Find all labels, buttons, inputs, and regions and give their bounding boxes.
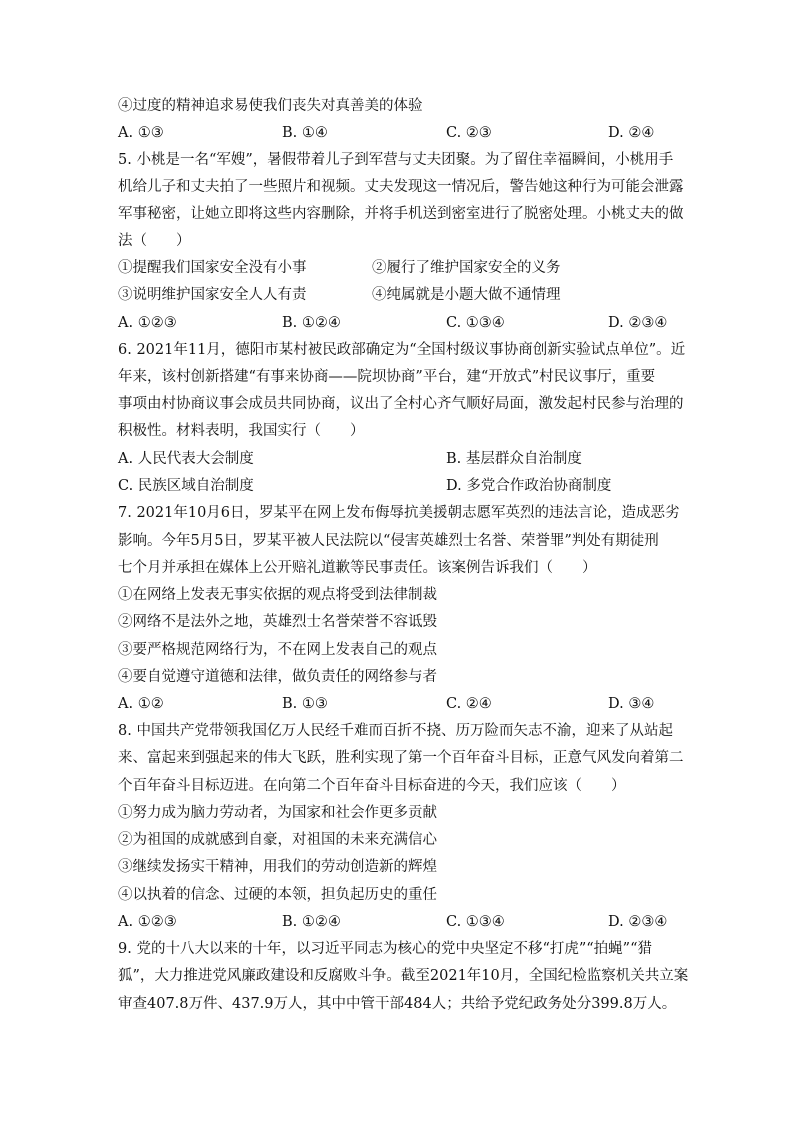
q5-statement-2: ②履行了维护国家安全的义务 [372,260,561,276]
q5-stem-line-2: 机给儿子和丈夫拍了一些照片和视频。丈夫发现这一情况后，警告她这种行为可能会泄露 [118,179,684,195]
q7-stem-line-1: 7. 2021年10月6日，罗某平在网上发布侮辱抗美援朝志愿军英烈的违法言论，造成恶劣 [118,505,680,521]
q7-option-d[interactable]: D. ③④ [608,696,655,712]
q8-stem-line-3: 个百年奋斗目标迈进。在向第二个百年奋斗目标奋进的今天，我们应该（ ） [118,778,626,794]
q6-option-a[interactable]: A. 人民代表大会制度 [118,451,254,467]
q4-option-d[interactable]: D. ②④ [608,125,655,141]
q7-option-a[interactable]: A. ①② [118,696,164,712]
q8-statement-4: ④以执着的信念、过硬的本领，担负起历史的重任 [118,887,437,903]
q5-statement-1: ①提醒我们国家安全没有小事 [118,260,307,276]
q5-statements-row-2 [118,285,678,307]
q7-option-c[interactable]: C. ②④ [446,696,492,712]
q7-statement-2: ②网络不是法外之地，英雄烈士名誉荣誉不容诋毁 [118,614,437,630]
q8-option-c[interactable]: C. ①③④ [446,914,505,930]
q6-stem-line-4: 积极性。材料表明，我国实行（ ） [118,423,365,439]
q5-statements-row-1 [118,258,678,280]
q5-option-b[interactable]: B. ①②④ [282,315,341,331]
q6-option-c[interactable]: C. 民族区域自治制度 [118,478,254,494]
q6-stem-line-1: 6. 2021年11月，德阳市某村被民政部确定为“全国村级议事协商创新实验试点单位”。近 [118,342,686,358]
q7-statement-3: ③要严格规范网络行为，不在网上发表自己的观点 [118,642,437,658]
q7-statement-1: ①在网络上发表无事实依据的观点将受到法律制裁 [118,587,437,603]
q5-option-d[interactable]: D. ②③④ [608,315,668,331]
q6-option-d[interactable]: D. 多党合作政治协商制度 [446,478,612,494]
q5-option-a[interactable]: A. ①②③ [118,315,177,331]
q5-statement-4: ④纯属就是小题大做不通情理 [372,287,561,303]
q6-stem-line-3: 事项由村协商议事会成员共同协商，议出了全村心齐气顺好局面，激发起村民参与治理的 [118,396,684,412]
q7-options [118,694,678,716]
q5-statement-3: ③说明维护国家安全人人有责 [118,287,307,303]
q5-stem-line-3: 军事秘密，让她立即将这些内容删除，并将手机送到密室进行了脱密处理。小桃丈夫的做 [118,206,684,222]
q7-stem-line-2: 影响。今年5月5日，罗某平被人民法院以“侵害英雄烈士名誉、荣誉罪”判处有期徒刑 [118,533,659,549]
q9-stem-line-3: 审查407.8万件、437.9万人，其中中管干部484人；共给予党纪政务处分399.8万人。 [118,996,677,1012]
q8-option-a[interactable]: A. ①②③ [118,914,177,930]
q6-option-b[interactable]: B. 基层群众自治制度 [446,451,582,467]
q4-option-a[interactable]: A. ①③ [118,125,164,141]
q8-stem-line-2: 来、富起来到强起来的伟大飞跃，胜利实现了第一个百年奋斗目标，正意气风发向着第二 [118,750,684,766]
q7-option-b[interactable]: B. ①③ [282,696,328,712]
q8-statement-3: ③继续发扬实干精神，用我们的劳动创造新的辉煌 [118,859,437,875]
q6-stem-line-2: 年来，该村创新搭建“有事来协商——院坝协商”平台，建“开放式”村民议事厅，重要 [118,369,656,385]
q4-statement-4: ④过度的精神追求易使我们丧失对真善美的体验 [118,98,423,114]
q4-option-c[interactable]: C. ②③ [446,125,492,141]
q5-stem-line-4: 法（ ） [118,233,191,249]
q8-option-d[interactable]: D. ②③④ [608,914,668,930]
q5-options [118,313,678,335]
q4-options [118,123,678,145]
q7-stem-line-3: 七个月并承担在媒体上公开赔礼道歉等民事责任。该案例告诉我们（ ） [118,560,597,576]
q7-statement-4: ④要自觉遵守道德和法律，做负责任的网络参与者 [118,669,437,685]
q8-statement-2: ②为祖国的成就感到自豪，对祖国的未来充满信心 [118,832,437,848]
q6-options-row-1 [118,449,678,471]
q8-option-b[interactable]: B. ①②④ [282,914,341,930]
q8-options [118,912,678,934]
q6-options-row-2 [118,476,678,498]
q4-option-b[interactable]: B. ①④ [282,125,328,141]
q9-stem-line-1: 9. 党的十八大以来的十年，以习近平同志为核心的党中央坚定不移“打虎”“拍蝇”“猎 [118,941,653,957]
q8-stem-line-1: 8. 中国共产党带领我国亿万人民经千难而百折不挠、历万险而矢志不渝，迎来了从站起 [118,723,673,739]
q8-statement-1: ①努力成为脑力劳动者，为国家和社会作更多贡献 [118,805,437,821]
q9-stem-line-2: 狐”，大力推进党风廉政建设和反腐败斗争。截至2021年10月，全国纪检监察机关共立案 [118,968,689,984]
q5-stem-line-1: 5. 小桃是一名“军嫂”，暑假带着儿子到军营与丈夫团聚。为了留住幸福瞬间，小桃用手 [118,152,674,168]
q5-option-c[interactable]: C. ①③④ [446,315,505,331]
